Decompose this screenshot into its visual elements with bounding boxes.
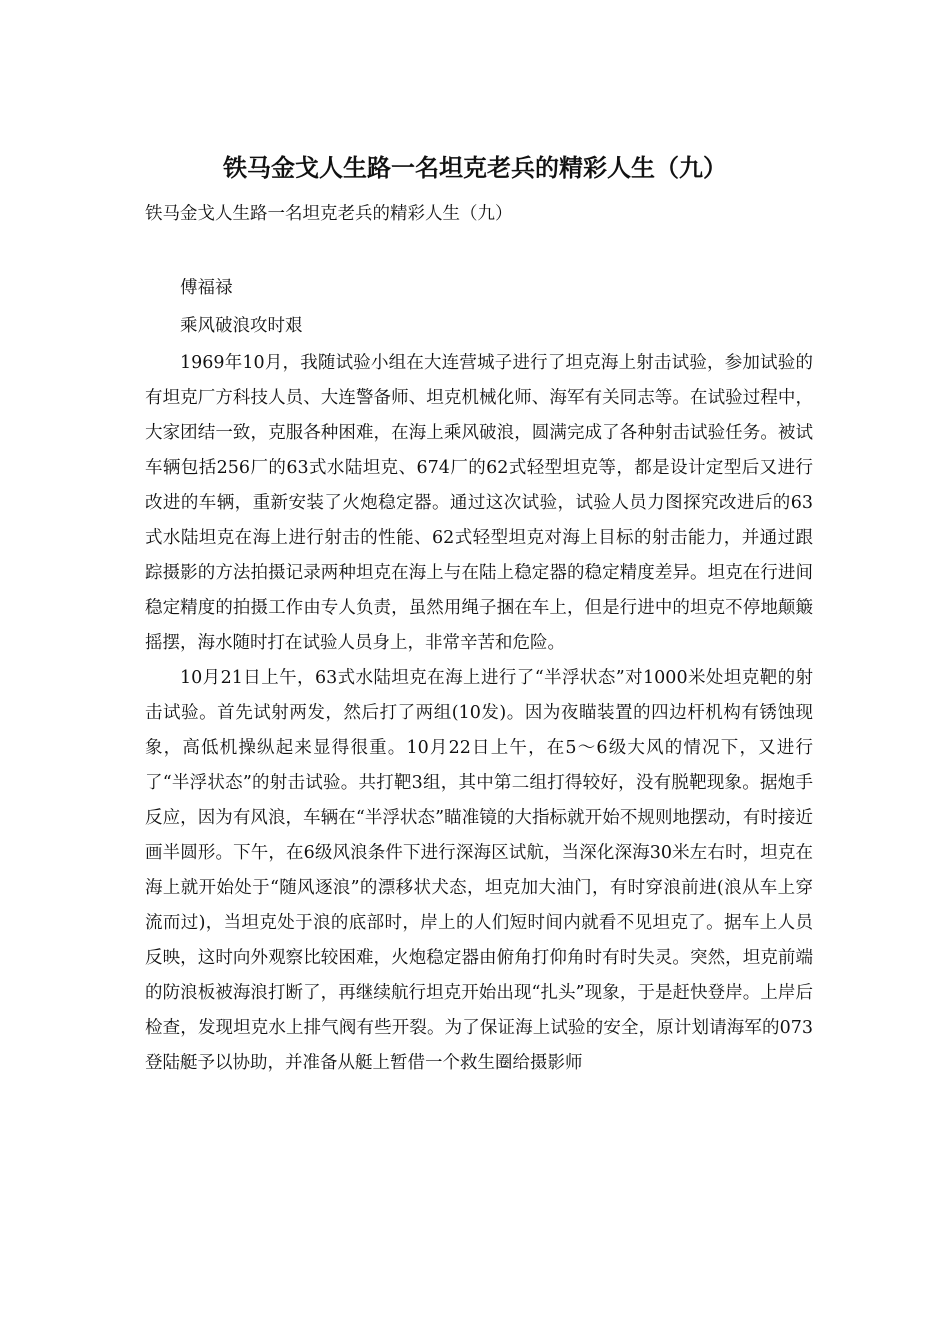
document-subtitle: 铁马金戈人生路一名坦克老兵的精彩人生（九） — [145, 204, 513, 224]
paragraph-1: 1969年10月，我随试验小组在大连营城子进行了坦克海上射击试验，参加试验的有坦克厂方科技人员、大连警备师、坦克机械化师、海军有关同志等。在试验过程中，大家团结一致，克服各种困难，在海上乘风破浪，圆满完成了各种射击试验任务。被试车辆包括256厂的63式水陆坦克、674厂的62式轻型坦克等，都是设计定型后又进行改进的车辆，重新安装了火炮稳定器。通过这次试验，试验人员力图探究改进后的63式水陆坦克在海上进行射击的性能、62式轻型坦克对海上目标的射击能力，并通过跟踪摄影的方法拍摄记录两种坦克在海上与在陆上稳定器的稳定精度差异。坦克在行进间稳定精度的拍摄工作由专人负责，虽然用绳子捆在车上，但是行进中的坦克不停地颠簸摇摆，海水随时打在试验人员身上，非常辛苦和危险。 — [145, 353, 813, 653]
section-heading: 乘风破浪攻时艰 — [180, 316, 303, 336]
document-title: 铁马金戈人生路一名坦克老兵的精彩人生（九） — [223, 153, 727, 182]
paragraph-2: 10月21日上午，63式水陆坦克在海上进行了“半浮状态”对1000米处坦克靶的射击试验。首先试射两发，然后打了两组(10发)。因为夜瞄装置的四边杆机构有锈蚀现象，高低机操纵起来显得很重。10月22日上午，在5～6级大风的情况下，又进行了“半浮状态”的射击试验。共打靶3组，其中第二组打得较好，没有脱靶现象。据炮手反应，因为有风浪，车辆在“半浮状态”瞄准镜的大指标就开始不规则地摆动，有时接近画半圆形。下午，在6级风浪条件下进行深海区试航，当深化深海30米左右时，坦克在海上就开始处于“随风逐浪”的漂移状犬态，坦克加大油门，有时穿浪前进(浪从车上穿流而过)，当坦克处于浪的底部时，岸上的人们短时间内就看不见坦克了。据车上人员反映，这时向外观察比较困难，火炮稳定器由俯角打仰角时有时失灵。突然，坦克前端的防浪板被海浪打断了，再继续航行坦克开始出现“扎头”现象，于是赶快登岸。上岸后检查，发现坦克水上排气阀有些开裂。为了保证海上试验的安全，原计划请海军的073登陆艇予以协助，并准备从艇上暂借一个救生圈给摄影师 — [145, 668, 813, 1073]
author-name: 傅福禄 — [180, 278, 233, 298]
body-text — [145, 346, 813, 1081]
